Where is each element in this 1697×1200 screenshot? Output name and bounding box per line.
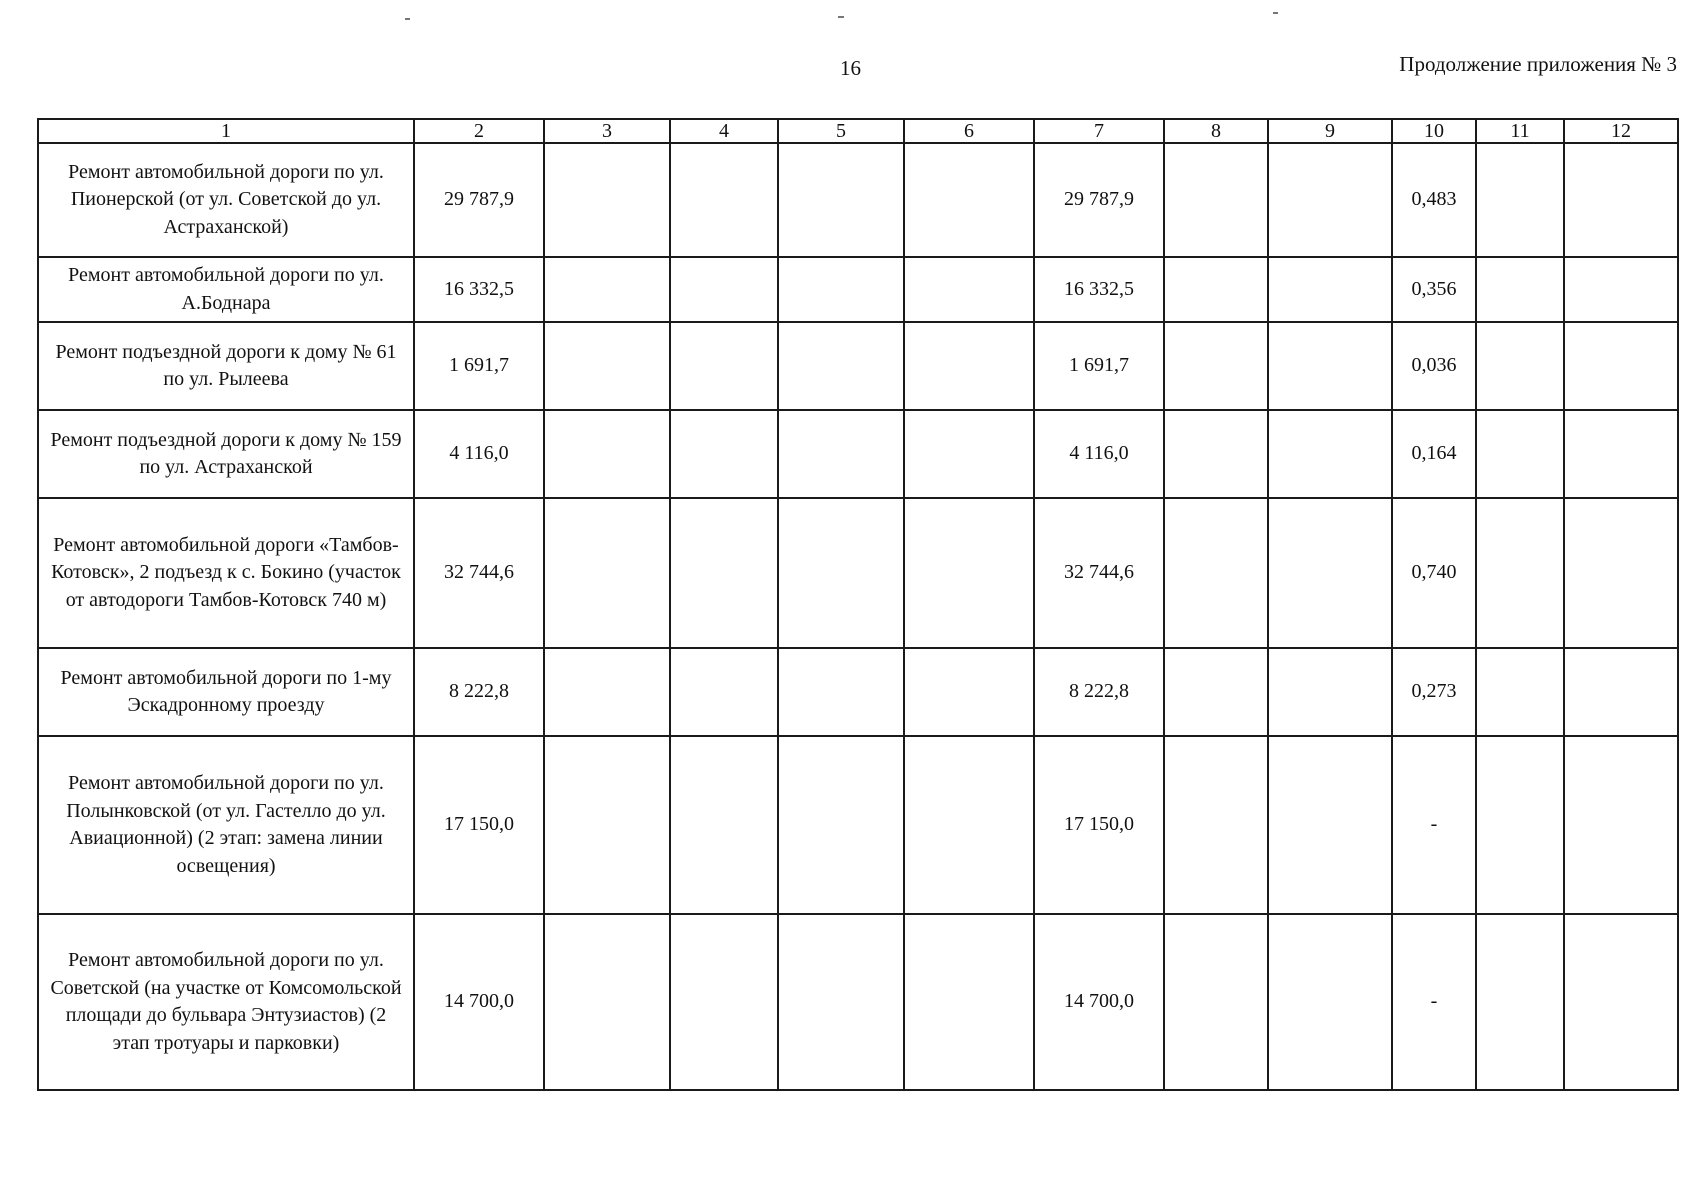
column-10-value: 0,483 bbox=[1392, 143, 1476, 257]
empty-cell bbox=[778, 648, 904, 736]
table-row bbox=[38, 143, 1678, 257]
appendix-continuation-label: Продолжение приложения № 3 bbox=[1399, 52, 1677, 76]
empty-cell bbox=[670, 914, 778, 1090]
empty-cell bbox=[778, 143, 904, 257]
column-number: 8 bbox=[1164, 119, 1268, 143]
empty-cell bbox=[1564, 914, 1678, 1090]
table-row bbox=[38, 498, 1678, 648]
empty-cell bbox=[1164, 322, 1268, 410]
empty-cell bbox=[778, 498, 904, 648]
column-7-amount: 1 691,7 bbox=[1034, 322, 1164, 410]
empty-cell bbox=[544, 257, 670, 322]
column-10-value: 0,036 bbox=[1392, 322, 1476, 410]
empty-cell bbox=[1164, 736, 1268, 914]
empty-cell bbox=[1564, 498, 1678, 648]
empty-cell bbox=[1564, 257, 1678, 322]
total-amount: 16 332,5 bbox=[414, 257, 544, 322]
page-number: 16 bbox=[840, 56, 861, 80]
column-10-value: 0,273 bbox=[1392, 648, 1476, 736]
empty-cell bbox=[904, 648, 1034, 736]
column-number: 11 bbox=[1476, 119, 1564, 143]
empty-cell bbox=[670, 410, 778, 498]
empty-cell bbox=[1476, 143, 1564, 257]
work-description: Ремонт автомобильной дороги по ул. Пионерской (от ул. Советской до ул. Астраханской) bbox=[38, 143, 414, 257]
column-number: 2 bbox=[414, 119, 544, 143]
table-row bbox=[38, 914, 1678, 1090]
empty-cell bbox=[670, 143, 778, 257]
empty-cell bbox=[544, 143, 670, 257]
empty-cell bbox=[778, 257, 904, 322]
column-number-row bbox=[38, 119, 1678, 143]
empty-cell bbox=[544, 498, 670, 648]
empty-cell bbox=[778, 914, 904, 1090]
empty-cell bbox=[1564, 648, 1678, 736]
column-number: 6 bbox=[904, 119, 1034, 143]
column-number: 3 bbox=[544, 119, 670, 143]
column-7-amount: 8 222,8 bbox=[1034, 648, 1164, 736]
column-7-amount: 16 332,5 bbox=[1034, 257, 1164, 322]
empty-cell bbox=[904, 736, 1034, 914]
column-7-amount: 29 787,9 bbox=[1034, 143, 1164, 257]
work-description: Ремонт автомобильной дороги по ул. А.Боднара bbox=[38, 257, 414, 322]
total-amount: 8 222,8 bbox=[414, 648, 544, 736]
empty-cell bbox=[1164, 914, 1268, 1090]
empty-cell bbox=[1164, 257, 1268, 322]
empty-cell bbox=[1268, 322, 1392, 410]
column-number: 1 bbox=[38, 119, 414, 143]
empty-cell bbox=[904, 914, 1034, 1090]
work-description: Ремонт автомобильной дороги по ул. Полынковской (от ул. Гастелло до ул. Авиационной) (2 этап: замена линии освещения) bbox=[38, 736, 414, 914]
table-row bbox=[38, 410, 1678, 498]
empty-cell bbox=[1476, 498, 1564, 648]
empty-cell bbox=[1564, 736, 1678, 914]
empty-cell bbox=[778, 322, 904, 410]
empty-cell bbox=[1268, 410, 1392, 498]
column-7-amount: 4 116,0 bbox=[1034, 410, 1164, 498]
table-row bbox=[38, 736, 1678, 914]
column-number: 12 bbox=[1564, 119, 1678, 143]
table-row bbox=[38, 322, 1678, 410]
empty-cell bbox=[670, 257, 778, 322]
empty-cell bbox=[1476, 914, 1564, 1090]
work-description: Ремонт подъездной дороги к дому № 61 по ул. Рылеева bbox=[38, 322, 414, 410]
column-number: 7 bbox=[1034, 119, 1164, 143]
work-description: Ремонт автомобильной дороги по ул. Советской (на участке от Комсомольской площади до бульвара Энтузиастов) (2 этап тротуары и парковки) bbox=[38, 914, 414, 1090]
total-amount: 1 691,7 bbox=[414, 322, 544, 410]
empty-cell bbox=[1268, 498, 1392, 648]
column-10-value: - bbox=[1392, 914, 1476, 1090]
empty-cell bbox=[1268, 736, 1392, 914]
column-7-amount: 14 700,0 bbox=[1034, 914, 1164, 1090]
empty-cell bbox=[670, 648, 778, 736]
empty-cell bbox=[1164, 648, 1268, 736]
column-10-value: 0,740 bbox=[1392, 498, 1476, 648]
scan-speck bbox=[1273, 12, 1278, 14]
total-amount: 29 787,9 bbox=[414, 143, 544, 257]
empty-cell bbox=[544, 914, 670, 1090]
work-description: Ремонт автомобильной дороги «Тамбов-Котовск», 2 подъезд к с. Бокино (участок от автодороги Тамбов-Котовск 740 м) bbox=[38, 498, 414, 648]
empty-cell bbox=[904, 257, 1034, 322]
empty-cell bbox=[1164, 410, 1268, 498]
column-number: 9 bbox=[1268, 119, 1392, 143]
empty-cell bbox=[904, 498, 1034, 648]
work-description: Ремонт автомобильной дороги по 1-му Эскадронному проезду bbox=[38, 648, 414, 736]
empty-cell bbox=[1476, 322, 1564, 410]
column-10-value: 0,164 bbox=[1392, 410, 1476, 498]
empty-cell bbox=[1268, 648, 1392, 736]
column-number: 4 bbox=[670, 119, 778, 143]
column-number: 10 bbox=[1392, 119, 1476, 143]
empty-cell bbox=[670, 736, 778, 914]
empty-cell bbox=[778, 736, 904, 914]
total-amount: 14 700,0 bbox=[414, 914, 544, 1090]
empty-cell bbox=[778, 410, 904, 498]
column-7-amount: 32 744,6 bbox=[1034, 498, 1164, 648]
total-amount: 4 116,0 bbox=[414, 410, 544, 498]
empty-cell bbox=[544, 736, 670, 914]
column-10-value: 0,356 bbox=[1392, 257, 1476, 322]
empty-cell bbox=[1476, 410, 1564, 498]
table-row bbox=[38, 257, 1678, 322]
empty-cell bbox=[1268, 143, 1392, 257]
table-row bbox=[38, 648, 1678, 736]
empty-cell bbox=[1164, 143, 1268, 257]
appendix-table bbox=[37, 118, 1679, 1091]
total-amount: 32 744,6 bbox=[414, 498, 544, 648]
empty-cell bbox=[904, 410, 1034, 498]
empty-cell bbox=[1564, 410, 1678, 498]
empty-cell bbox=[1268, 257, 1392, 322]
empty-cell bbox=[544, 410, 670, 498]
empty-cell bbox=[544, 648, 670, 736]
total-amount: 17 150,0 bbox=[414, 736, 544, 914]
empty-cell bbox=[1476, 736, 1564, 914]
empty-cell bbox=[1476, 648, 1564, 736]
empty-cell bbox=[1564, 322, 1678, 410]
scan-speck bbox=[838, 16, 844, 18]
empty-cell bbox=[670, 322, 778, 410]
empty-cell bbox=[904, 143, 1034, 257]
empty-cell bbox=[1164, 498, 1268, 648]
scan-speck bbox=[405, 18, 410, 20]
column-number: 5 bbox=[778, 119, 904, 143]
empty-cell bbox=[1476, 257, 1564, 322]
empty-cell bbox=[544, 322, 670, 410]
column-7-amount: 17 150,0 bbox=[1034, 736, 1164, 914]
empty-cell bbox=[1564, 143, 1678, 257]
column-10-value: - bbox=[1392, 736, 1476, 914]
empty-cell bbox=[1268, 914, 1392, 1090]
empty-cell bbox=[904, 322, 1034, 410]
work-description: Ремонт подъездной дороги к дому № 159 по ул. Астраханской bbox=[38, 410, 414, 498]
empty-cell bbox=[670, 498, 778, 648]
